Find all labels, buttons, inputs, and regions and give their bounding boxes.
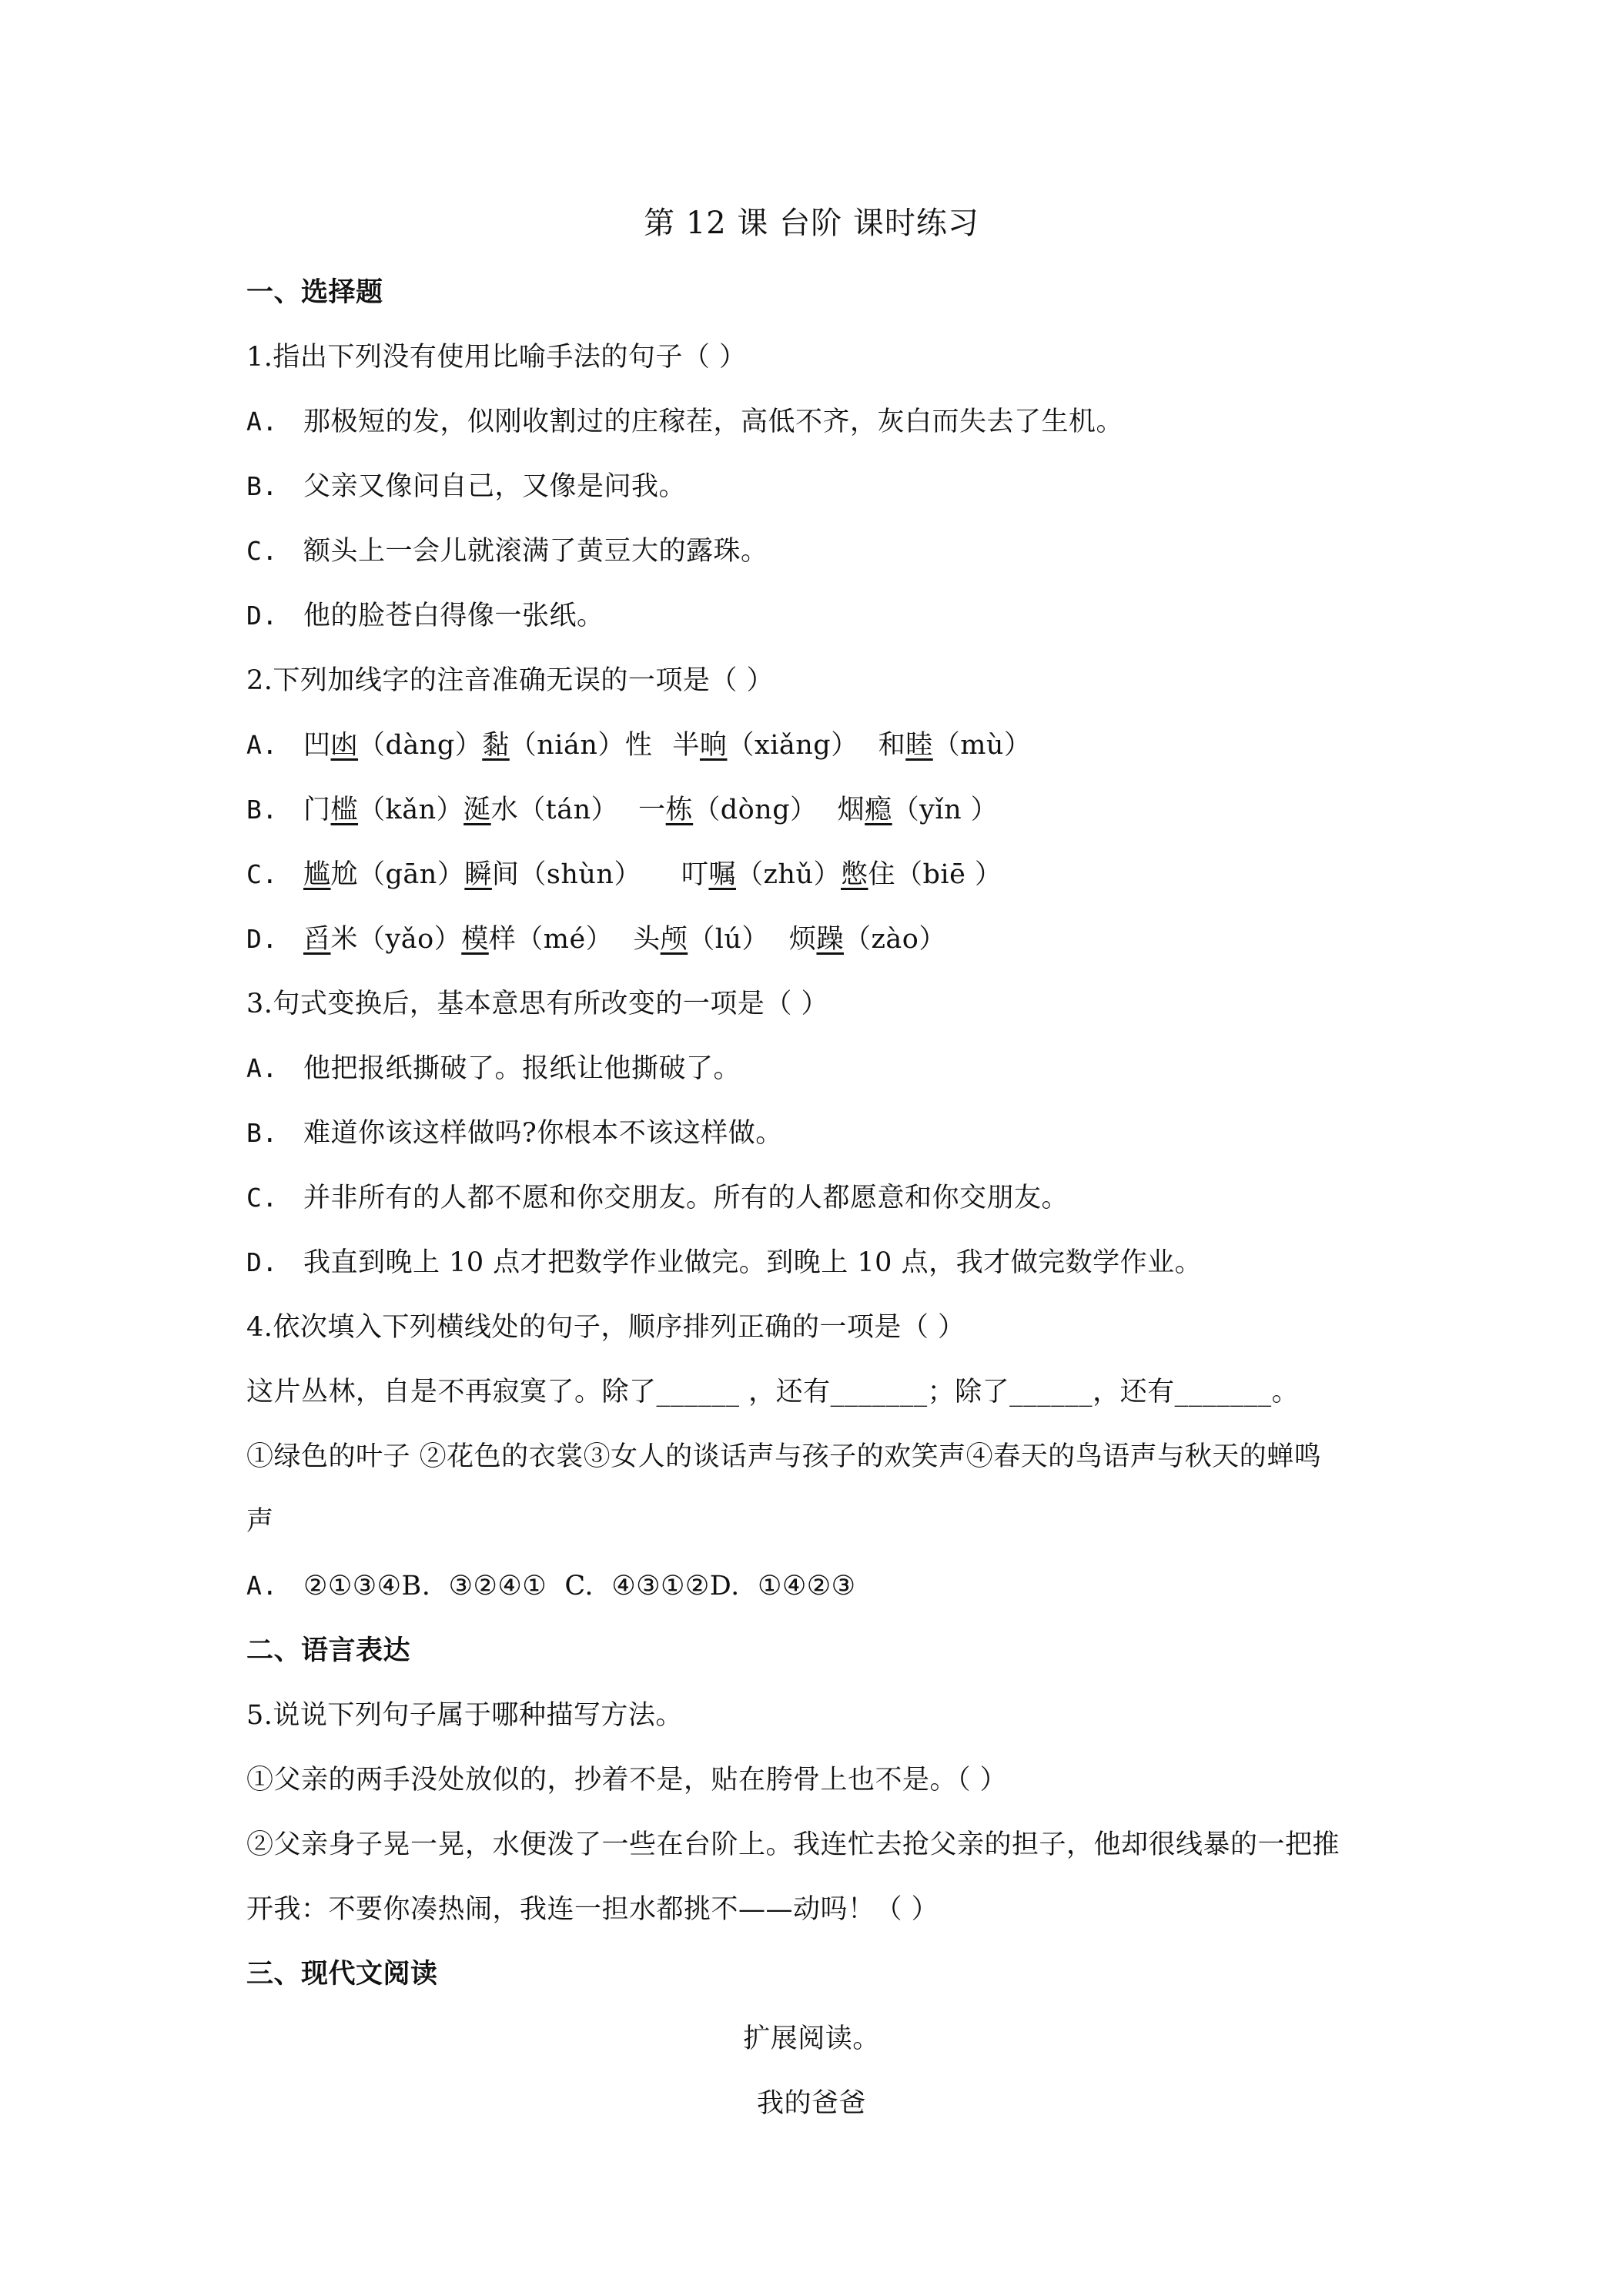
underlined-char: 睦	[905, 730, 933, 761]
section-heading-expression: 二、语言表达	[246, 1635, 411, 1666]
pinyin: 米（yǎo）	[330, 924, 462, 955]
question-4-sentence: 这片丛林，自是不再寂寞了。除了______ ，还有_______；除了______，还有_______。	[246, 1377, 1300, 1407]
pinyin: （zhǔ）	[735, 859, 842, 890]
option-text: 他把报纸撕破了。报纸让他撕破了。	[303, 1053, 741, 1084]
question-3-option-d	[246, 1244, 1202, 1281]
question-4-choices	[246, 1568, 855, 1605]
question-2-option-d	[246, 921, 946, 958]
option-label: B.	[246, 795, 278, 825]
underlined-char: 颅	[660, 924, 688, 955]
question-3-option-a	[246, 1050, 741, 1087]
option-text: 额头上一会儿就滚满了黄豆大的露珠。	[303, 536, 768, 567]
option-label: B.	[246, 1118, 278, 1148]
reading-intro: 扩展阅读。	[743, 2023, 880, 2054]
pinyin: （kǎn）	[358, 795, 464, 825]
underlined-char: 瞬	[464, 859, 492, 890]
pinyin: （xiǎng）	[727, 730, 858, 761]
option-label: D.	[246, 601, 278, 631]
pinyin: 水（tán）	[490, 795, 619, 825]
option-label: A.	[246, 407, 278, 437]
pinyin: （lú）	[688, 924, 769, 955]
word-text: 门	[303, 795, 331, 825]
pinyin: 尬（gān）	[330, 859, 465, 890]
pinyin: （nián）性	[509, 730, 653, 761]
option-text: 他的脸苍白得像一张纸。	[303, 601, 604, 631]
word-text: 叮	[681, 859, 709, 890]
question-5-item-2-line-2: 开我：不要你凑热闹，我连一担水都挑不——动吗！（ ）	[246, 1894, 939, 1925]
option-label: B.	[246, 471, 278, 501]
choices-text: ②①③④B. ③②④① C. ④③①②D. ①④②③	[303, 1571, 856, 1602]
section-heading-choice: 一、选择题	[246, 277, 383, 308]
pinyin: 间（shùn）	[491, 859, 641, 890]
underlined-char: 嘱	[708, 859, 736, 890]
question-4-options-line-1: ①绿色的叶子 ②花色的衣裳③女人的谈话声与孩子的欢笑声④春天的鸟语声与秋天的蝉鸣	[246, 1441, 1322, 1472]
pinyin: （zào）	[843, 924, 946, 955]
question-4-stem: 4.依次填入下列横线处的句子，顺序排列正确的一项是（ ）	[246, 1312, 965, 1343]
question-3-stem: 3.句式变换后，基本意思有所改变的一项是（ ）	[246, 989, 829, 1019]
option-label: D.	[246, 1247, 278, 1277]
pinyin: （mù）	[932, 730, 1032, 761]
question-2-stem: 2.下列加线字的注音准确无误的一项是（ ）	[246, 665, 775, 696]
underlined-char: 模	[461, 924, 489, 955]
section-heading-reading: 三、现代文阅读	[246, 1959, 438, 1990]
underlined-char: 涎	[463, 795, 491, 825]
question-1-option-c	[246, 533, 768, 570]
word-text: 凹	[303, 730, 331, 761]
question-1-option-b	[246, 468, 686, 505]
question-5-item-2-line-1: ②父亲身子晃一晃，水便泼了一些在台阶上。我连忙去抢父亲的担子，他却很线暴的一把推	[246, 1829, 1340, 1860]
underlined-char: 栋	[665, 795, 694, 825]
option-label: C.	[246, 1183, 278, 1213]
option-text: 那极短的发，似刚收割过的庄稼茬，高低不齐，灰白而失去了生机。	[303, 407, 1124, 437]
question-3-option-b	[246, 1115, 783, 1152]
question-5-stem: 5.说说下列句子属于哪种描写方法。	[246, 1700, 683, 1731]
question-2-option-c	[246, 856, 1002, 893]
pinyin: （dàng）	[358, 730, 483, 761]
underlined-char: 黏	[482, 730, 510, 761]
underlined-char: 躁	[816, 924, 844, 955]
pinyin: （yǐn ）	[892, 795, 999, 825]
underlined-char: 憋	[841, 859, 868, 890]
option-label: A.	[246, 1053, 278, 1083]
pinyin: 住（biē ）	[868, 859, 1002, 890]
question-1-option-a	[246, 403, 1123, 440]
question-1-stem: 1.指出下列没有使用比喻手法的句子（ ）	[246, 342, 747, 373]
option-text: 我直到晚上 10 点才把数学作业做完。到晚上 10 点，我才做完数学作业。	[303, 1247, 1203, 1278]
question-5-item-1: ①父亲的两手没处放似的，抄着不是，贴在胯骨上也不是。（ ）	[246, 1765, 1008, 1796]
underlined-char: 尴	[303, 859, 331, 890]
option-text: 父亲又像问自己，又像是问我。	[303, 471, 687, 502]
reading-title: 我的爸爸	[756, 2088, 866, 2119]
underlined-char: 凼	[330, 730, 359, 761]
option-text: 并非所有的人都不愿和你交朋友。所有的人都愿意和你交朋友。	[303, 1183, 1069, 1213]
pinyin: 样（mé）	[488, 924, 614, 955]
page-title: 第 12 课 台阶 课时练习	[644, 206, 979, 241]
word-text: 半	[672, 730, 700, 761]
underlined-char: 舀	[303, 924, 331, 955]
word-text: 烦	[788, 924, 817, 955]
word-text: 一	[638, 795, 666, 825]
question-4-options-line-2: 声	[246, 1506, 274, 1537]
word-text: 和	[878, 730, 906, 761]
option-text: 难道你该这样做吗?你根本不该这样做。	[303, 1118, 783, 1149]
option-label: C.	[246, 536, 278, 566]
word-text: 头	[633, 924, 661, 955]
underlined-char: 槛	[330, 795, 359, 825]
option-label: C.	[246, 859, 278, 889]
question-3-option-c	[246, 1180, 1069, 1217]
option-label: A.	[246, 730, 278, 760]
underlined-char: 瘾	[865, 795, 892, 825]
question-1-option-d	[246, 597, 604, 634]
question-2-option-a	[246, 727, 1031, 764]
pinyin: （dòng）	[693, 795, 818, 825]
underlined-char: 晌	[699, 730, 728, 761]
word-text: 烟	[837, 795, 865, 825]
option-label: A.	[246, 1571, 278, 1601]
question-2-option-b	[246, 792, 998, 828]
option-label: D.	[246, 924, 278, 954]
